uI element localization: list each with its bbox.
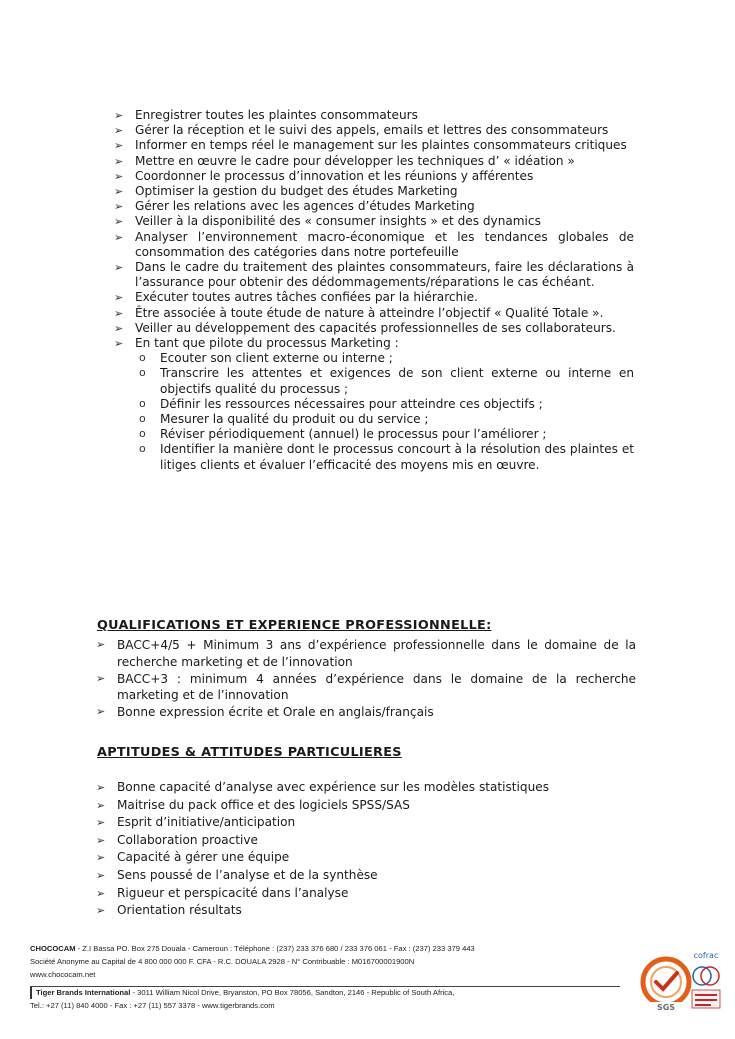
qualification-item: ➢ Bonne expression écrite et Orale en anglais/français <box>96 704 636 721</box>
duty-item: ➢ Enregistrer toutes les plaintes consommateurs <box>114 108 634 123</box>
pilot-task-item: o Réviser périodiquement (annuel) le processus pour l’améliorer ; <box>134 427 634 442</box>
svg-text:cofrac: cofrac <box>693 951 719 960</box>
aptitude-item: ➢ Orientation résultats <box>96 902 636 920</box>
aptitude-item: ➢ Maitrise du pack office et des logiciels SPSS/SAS <box>96 797 636 815</box>
footer-bar <box>30 987 32 999</box>
aptitude-item: ➢ Capacité à gérer une équipe <box>96 849 636 867</box>
svg-text:SGS: SGS <box>656 1003 676 1012</box>
duty-item: ➢ Exécuter toutes autres tâches confiées par la hiérarchie. <box>114 290 634 305</box>
certification-seal-icon <box>636 938 726 1020</box>
pilot-task-item: o Mesurer la qualité du produit ou du service ; <box>134 412 634 427</box>
aptitudes-heading: APTITUDES & ATTITUDES PARTICULIERES <box>97 745 402 760</box>
footer-chococam-address: CHOCOCAM - Z.I Bassa PO. Box 275 Douala - Cameroun : Téléphone : (237) 233 376 680 / 233 376 061 - Fax : (237) 233 379 443 <box>30 944 475 953</box>
duty-item: ➢ Analyser l’environnement macro-économique et les tendances globales de consommation des catégories dans notre portefeuille <box>114 230 634 260</box>
qualifications-list <box>96 637 636 721</box>
footer-legal: Société Anonyme au Capital de 4 800 000 000 F. CFA - R.C. DOUALA 2928 - N° Contribuable : M016700001900N <box>30 957 415 966</box>
pilot-task-item: o Ecouter son client externe ou interne ; <box>134 351 634 366</box>
footer-tiger-address: Tiger Brands International - 3011 William Nicol Drive, Bryanston, PO Box 78056, Sandton, 2146 - Republic of South Africa, <box>36 988 455 997</box>
aptitudes-list <box>96 779 636 920</box>
duties-list <box>114 108 634 473</box>
duty-item: ➢ Être associée à toute étude de nature à atteindre l’objectif « Qualité Totale ». <box>114 306 634 321</box>
duty-item: ➢ Gérer la réception et le suivi des appels, emails et lettres des consommateurs <box>114 123 634 138</box>
duty-item: ➢ Veiller à la disponibilité des « consumer insights » et des dynamics <box>114 214 634 229</box>
footer-website: www.chococam.net <box>30 970 96 979</box>
duty-item: ➢ Optimiser la gestion du budget des études Marketing <box>114 184 634 199</box>
aptitude-item: ➢ Rigueur et perspicacité dans l’analyse <box>96 885 636 903</box>
duty-item: ➢ Mettre en œuvre le cadre pour développer les techniques d’ « idéation » <box>114 154 634 169</box>
aptitude-item: ➢ Sens poussé de l’analyse et de la synthèse <box>96 867 636 885</box>
pilot-task-item: o Transcrire les attentes et exigences de son client externe ou interne en objectifs qualité du processus ; <box>134 366 634 396</box>
footer-tiger-contact: Tel.: +27 (11) 840 4000 - Fax : +27 (11) 557 3378 - www.tigerbrands.com <box>30 1001 275 1010</box>
duty-item: ➢ Gérer les relations avec les agences d’études Marketing <box>114 199 634 214</box>
certification-logos <box>636 938 726 1020</box>
duty-item: ➢ Veiller au développement des capacités professionnelles de ses collaborateurs. <box>114 321 634 336</box>
duty-item: ➢ Dans le cadre du traitement des plaintes consommateurs, faire les déclarations à l’assurance pour obtenir des dédommagements/réparations le cas échéant. <box>114 260 634 290</box>
pilot-task-item: o Définir les ressources nécessaires pour atteindre ces objectifs ; <box>134 397 634 412</box>
footer-divider <box>30 986 620 987</box>
aptitude-item: ➢ Bonne capacité d’analyse avec expérience sur les modèles statistiques <box>96 779 636 797</box>
duty-item: ➢ Informer en temps réel le management sur les plaintes consommateurs critiques <box>114 138 634 153</box>
duty-item: ➢ Coordonner le processus d’innovation et les réunions y afférentes <box>114 169 634 184</box>
aptitude-item: ➢ Esprit d’initiative/anticipation <box>96 814 636 832</box>
aptitude-item: ➢ Collaboration proactive <box>96 832 636 850</box>
pilot-task-item: o Identifier la manière dont le processus concourt à la résolution des plaintes et litiges clients et évaluer l’efficacité des moyens mis en œuvre. <box>134 442 634 472</box>
duty-item: ➢ En tant que pilote du processus Marketing : <box>114 336 634 351</box>
qualification-item: ➢ BACC+3 : minimum 4 années d’expérience dans le domaine de la recherche marketing et de l’innovation <box>96 671 636 705</box>
qualifications-heading: QUALIFICATIONS ET EXPERIENCE PROFESSIONNELLE: <box>97 618 492 633</box>
qualification-item: ➢ BACC+4/5 + Minimum 3 ans d’expérience professionnelle dans le domaine de la recherche marketing et de l’innovation <box>96 637 636 671</box>
